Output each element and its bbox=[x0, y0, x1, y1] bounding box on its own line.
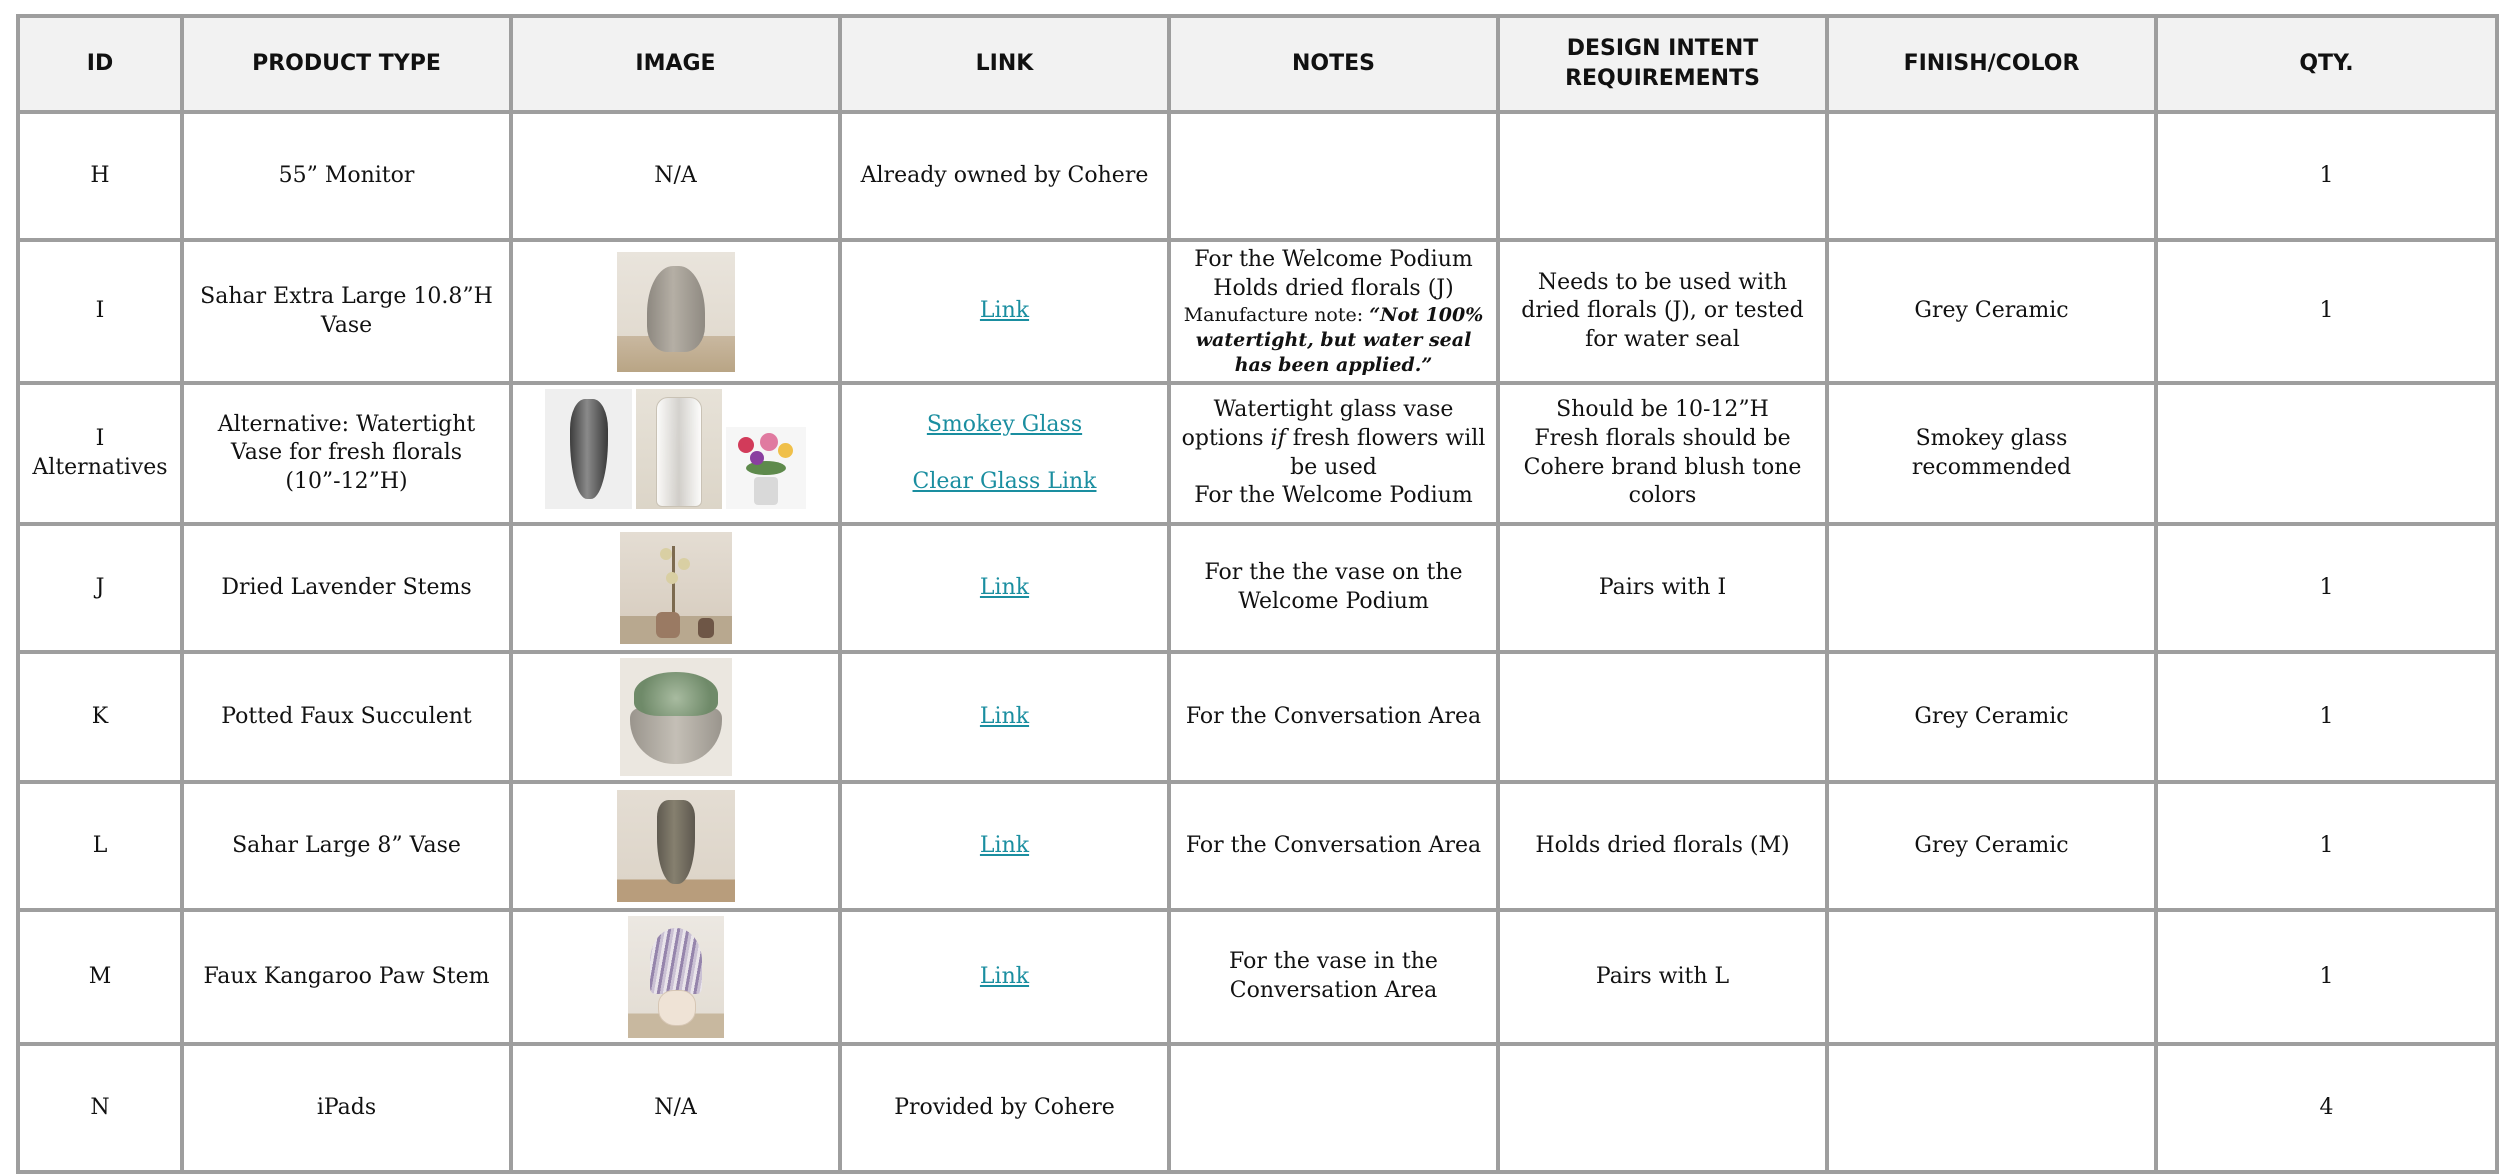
cell-qty: 4 bbox=[2156, 1044, 2497, 1172]
id-line: Alternatives bbox=[32, 454, 168, 480]
fresh-florals-image bbox=[726, 427, 806, 509]
cell-product-type: Faux Kangaroo Paw Stem bbox=[182, 910, 511, 1044]
table-row-n bbox=[18, 1044, 2497, 1172]
cell-image: N/A bbox=[511, 1044, 840, 1172]
cell-id: L bbox=[18, 782, 182, 910]
cell-design-intent: Pairs with L bbox=[1498, 910, 1827, 1044]
product-link[interactable]: Link bbox=[979, 963, 1030, 989]
cell-notes: For the Conversation Area bbox=[1169, 652, 1498, 782]
table-row-i bbox=[18, 240, 2497, 383]
cell-product-type: Sahar Large 8” Vase bbox=[182, 782, 511, 910]
cell-product-type: 55” Monitor bbox=[182, 112, 511, 240]
table-row-k bbox=[18, 652, 2497, 782]
notes-if: if bbox=[1270, 425, 1286, 451]
clear-glass-vase-image bbox=[636, 389, 722, 509]
cell-qty: 1 bbox=[2156, 910, 2497, 1044]
header-notes: NOTES bbox=[1169, 16, 1498, 112]
design-line: Should be 10-12”H bbox=[1556, 397, 1769, 423]
cell-id: K bbox=[18, 652, 182, 782]
cell-image: N/A bbox=[511, 112, 840, 240]
notes-line bbox=[1177, 396, 1490, 482]
table-row-h bbox=[18, 112, 2497, 240]
cell-link: Already owned by Cohere bbox=[840, 112, 1169, 240]
cell-link bbox=[840, 524, 1169, 652]
product-schedule-table bbox=[16, 14, 2499, 1174]
cell-image bbox=[511, 524, 840, 652]
cell-product-type: Dried Lavender Stems bbox=[182, 524, 511, 652]
notes-text: fresh flowers will be used bbox=[1285, 425, 1486, 480]
product-link[interactable]: Link bbox=[979, 832, 1030, 858]
succulent-image bbox=[620, 658, 732, 776]
vase-image bbox=[617, 790, 735, 902]
cell-finish bbox=[1827, 1044, 2156, 1172]
cell-product-type: iPads bbox=[182, 1044, 511, 1172]
notes-line: For the Welcome Podium bbox=[1194, 483, 1473, 509]
cell-link bbox=[840, 910, 1169, 1044]
table-row-j bbox=[18, 524, 2497, 652]
notes-text: Watertight glass vase options bbox=[1181, 397, 1454, 451]
smokey-glass-link[interactable]: Smokey Glass bbox=[926, 411, 1083, 437]
smokey-glass-vase-image bbox=[545, 389, 632, 509]
cell-qty: 1 bbox=[2156, 524, 2497, 652]
vase-image bbox=[617, 252, 735, 372]
cell-notes bbox=[1169, 240, 1498, 383]
cell-notes: For the vase in the Conversation Area bbox=[1169, 910, 1498, 1044]
cell-design-intent bbox=[1498, 652, 1827, 782]
cell-notes: For the the vase on the Welcome Podium bbox=[1169, 524, 1498, 652]
cell-id bbox=[18, 383, 182, 524]
cell-link bbox=[840, 652, 1169, 782]
cell-design-intent bbox=[1498, 1044, 1827, 1172]
header-finish-color: FINISH/COLOR bbox=[1827, 16, 2156, 112]
cell-link bbox=[840, 383, 1169, 524]
header-row bbox=[18, 16, 2497, 112]
header-link: LINK bbox=[840, 16, 1169, 112]
cell-id: I bbox=[18, 240, 182, 383]
clear-glass-link[interactable]: Clear Glass Link bbox=[912, 468, 1097, 494]
alternative-images bbox=[545, 389, 806, 509]
cell-product-type: Potted Faux Succulent bbox=[182, 652, 511, 782]
header-design-intent-line2: REQUIREMENTS bbox=[1565, 66, 1760, 91]
cell-design-intent bbox=[1498, 383, 1827, 524]
id-line: I bbox=[95, 425, 105, 451]
cell-id: N bbox=[18, 1044, 182, 1172]
cell-image bbox=[511, 782, 840, 910]
table-row-i-alternatives bbox=[18, 383, 2497, 524]
cell-notes bbox=[1169, 112, 1498, 240]
product-link[interactable]: Link bbox=[979, 574, 1030, 600]
cell-qty: 1 bbox=[2156, 652, 2497, 782]
cell-product-type: Alternative: Watertight Vase for fresh florals (10”-12”H) bbox=[182, 383, 511, 524]
cell-notes: For the Conversation Area bbox=[1169, 782, 1498, 910]
table-row-l bbox=[18, 782, 2497, 910]
cell-design-intent: Holds dried florals (M) bbox=[1498, 782, 1827, 910]
manufacture-note bbox=[1177, 303, 1490, 377]
cell-notes bbox=[1169, 1044, 1498, 1172]
cell-qty bbox=[2156, 383, 2497, 524]
header-id: ID bbox=[18, 16, 182, 112]
cell-link bbox=[840, 240, 1169, 383]
manufacture-note-quote: “Not 100% watertight, but water seal has been applied.” bbox=[1195, 304, 1484, 376]
cell-link bbox=[840, 782, 1169, 910]
header-design-intent bbox=[1498, 16, 1827, 112]
cell-design-intent bbox=[1498, 112, 1827, 240]
cell-finish: Grey Ceramic bbox=[1827, 782, 2156, 910]
dried-stems-image bbox=[620, 532, 732, 644]
cell-link: Provided by Cohere bbox=[840, 1044, 1169, 1172]
header-design-intent-line1: DESIGN INTENT bbox=[1566, 36, 1759, 62]
cell-finish bbox=[1827, 524, 2156, 652]
cell-design-intent: Pairs with I bbox=[1498, 524, 1827, 652]
table-row-m bbox=[18, 910, 2497, 1044]
notes-line: Holds dried florals (J) bbox=[1213, 275, 1454, 301]
kangaroo-paw-image bbox=[628, 916, 724, 1038]
cell-qty: 1 bbox=[2156, 782, 2497, 910]
cell-design-intent: Needs to be used with dried florals (J), or tested for water seal bbox=[1498, 240, 1827, 383]
cell-notes bbox=[1169, 383, 1498, 524]
design-line: Fresh florals should be Cohere brand blush tone colors bbox=[1523, 425, 1802, 509]
cell-product-type: Sahar Extra Large 10.8”H Vase bbox=[182, 240, 511, 383]
cell-image bbox=[511, 383, 840, 524]
header-image: IMAGE bbox=[511, 16, 840, 112]
cell-image bbox=[511, 240, 840, 383]
cell-image bbox=[511, 910, 840, 1044]
product-link[interactable]: Link bbox=[979, 298, 1030, 324]
product-link[interactable]: Link bbox=[979, 703, 1030, 729]
cell-finish bbox=[1827, 112, 2156, 240]
header-qty: QTY. bbox=[2156, 16, 2497, 112]
cell-qty: 1 bbox=[2156, 112, 2497, 240]
cell-finish: Smokey glass recommended bbox=[1827, 383, 2156, 524]
cell-qty: 1 bbox=[2156, 240, 2497, 383]
cell-finish: Grey Ceramic bbox=[1827, 652, 2156, 782]
cell-finish: Grey Ceramic bbox=[1827, 240, 2156, 383]
cell-finish bbox=[1827, 910, 2156, 1044]
cell-image bbox=[511, 652, 840, 782]
notes-line: For the Welcome Podium bbox=[1194, 247, 1473, 272]
cell-id: H bbox=[18, 112, 182, 240]
cell-id: J bbox=[18, 524, 182, 652]
manufacture-note-prefix: Manufacture note: bbox=[1183, 304, 1370, 327]
cell-id: M bbox=[18, 910, 182, 1044]
header-product-type: PRODUCT TYPE bbox=[182, 16, 511, 112]
